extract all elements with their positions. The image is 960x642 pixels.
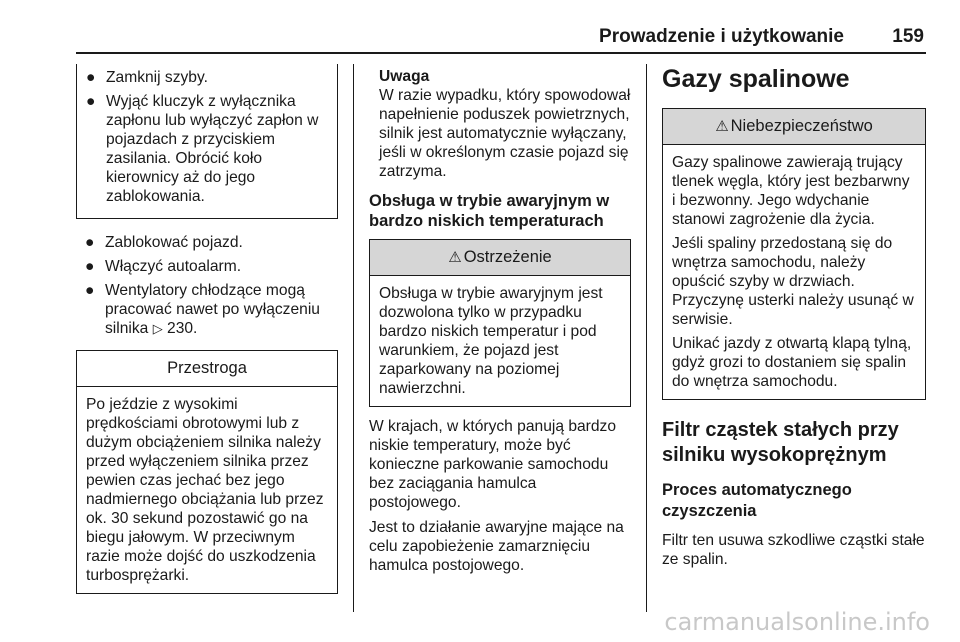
column-3 [662,64,926,569]
bullet-icon: ● [85,258,95,275]
list-item: ● Wentylatory chłodzące mogą pracować nawet po wyłączeniu silnika ▷ 230. [85,282,320,337]
column-divider-2 [646,64,647,612]
steps-list [76,233,338,338]
paragraph: Jest to działanie awaryjne mające na celu zapobieżenie zamarznięciu hamulca postojowego. [369,519,624,574]
page-reference-icon: ▷ [152,321,163,336]
warning-text: Obsługa w trybie awaryjnym jest dozwolona tylko w przypadku bardzo niskich temperatur i pod warunkiem, że pojazd jest zaparkowany na poziomej nawierzchni. [379,285,603,397]
watermark: carmanualsonline.info [664,608,930,636]
note-text: W razie wypadku, który spowodował napełnienie poduszek powietrznych, silnik jest automatycznie wyłączany, jeśli w określonym czasie pojazd się zatrzyma. [379,87,631,180]
section-heading: Obsługa w trybie awaryjnym w bardzo niskich temperaturach [369,192,610,230]
paragraph: W krajach, w których panują bardzo niskie temperatury, może być konieczne parkowanie samochodu bez zaciągania hamulca postojowego. [369,418,617,511]
page-reference[interactable]: 230. [167,320,198,337]
danger-text: Jeśli spaliny przedostaną się do wnętrza samochodu, należy opuścić szyby w drzwiach. Przyczynę usterki należy usunąć w serwisie. [672,235,914,328]
list-item: ● Wyjąć kluczyk z wyłącznika zapłonu lub wyłączyć zapłon w pojazdach z przyciskiem zasilania. Obrócić koło kierownicy aż do jego zablokowania. [86,93,319,205]
list-item: ● Zamknij szyby. [86,69,208,86]
bullet-icon: ● [86,93,96,110]
note-title: Uwaga [379,68,430,85]
warning-box [369,239,631,407]
warning-triangle-icon: ⚠ [448,249,462,266]
paragraph: Filtr ten usuwa szkodliwe cząstki stałe ze spalin. [662,532,925,568]
caution-box [76,350,338,594]
list-item: ● Zablokować pojazd. [85,234,243,251]
danger-text: Unikać jazdy z otwartą klapą tylną, gdyż grozi to dostaniem się spalin do wnętrza samochodu. [672,335,912,390]
warning-header: ⚠ Ostrzeżenie [370,240,630,276]
column-2 [369,64,631,575]
continued-steps-box [76,64,338,219]
header-rule [76,52,926,54]
bullet-icon: ● [85,234,95,251]
page-number: 159 [892,26,924,47]
bullet-icon: ● [86,69,96,86]
subsection-heading: Proces automatycznego czyszczenia [662,481,852,520]
page-header-title: Prowadzenie i użytkowanie [599,26,844,47]
warning-triangle-icon: ⚠ [715,118,729,135]
column-1 [76,64,338,594]
danger-text: Gazy spalinowe zawierają trujący tlenek węgla, który jest bezbarwny i bezwonny. Jego wdychanie stanowi zagrożenie dla życia. [672,154,910,228]
list-item: ● Włączyć autoalarm. [85,258,242,275]
section-heading: Filtr cząstek stałych przy silniku wysokoprężnym [662,419,899,466]
caution-text: Po jeździe z wysokimi prędkościami obrotowymi lub z dużym obciążeniem silnika należy przed wyłączeniem silnika przez pewien czas jechać bez jego nadmiernego obciążania lub przez ok. 30 sekund pozostawić go na biegu jałowym. W przeciwnym razie może dojść do uszkodzenia turbosprężarki. [86,396,324,584]
danger-header: ⚠ Niebezpieczeństwo [663,109,925,145]
column-divider-1 [353,64,354,612]
bullet-icon: ● [85,282,95,299]
caution-title: Przestroga [77,351,337,387]
section-title: Gazy spalinowe [662,65,850,93]
danger-box [662,108,926,400]
